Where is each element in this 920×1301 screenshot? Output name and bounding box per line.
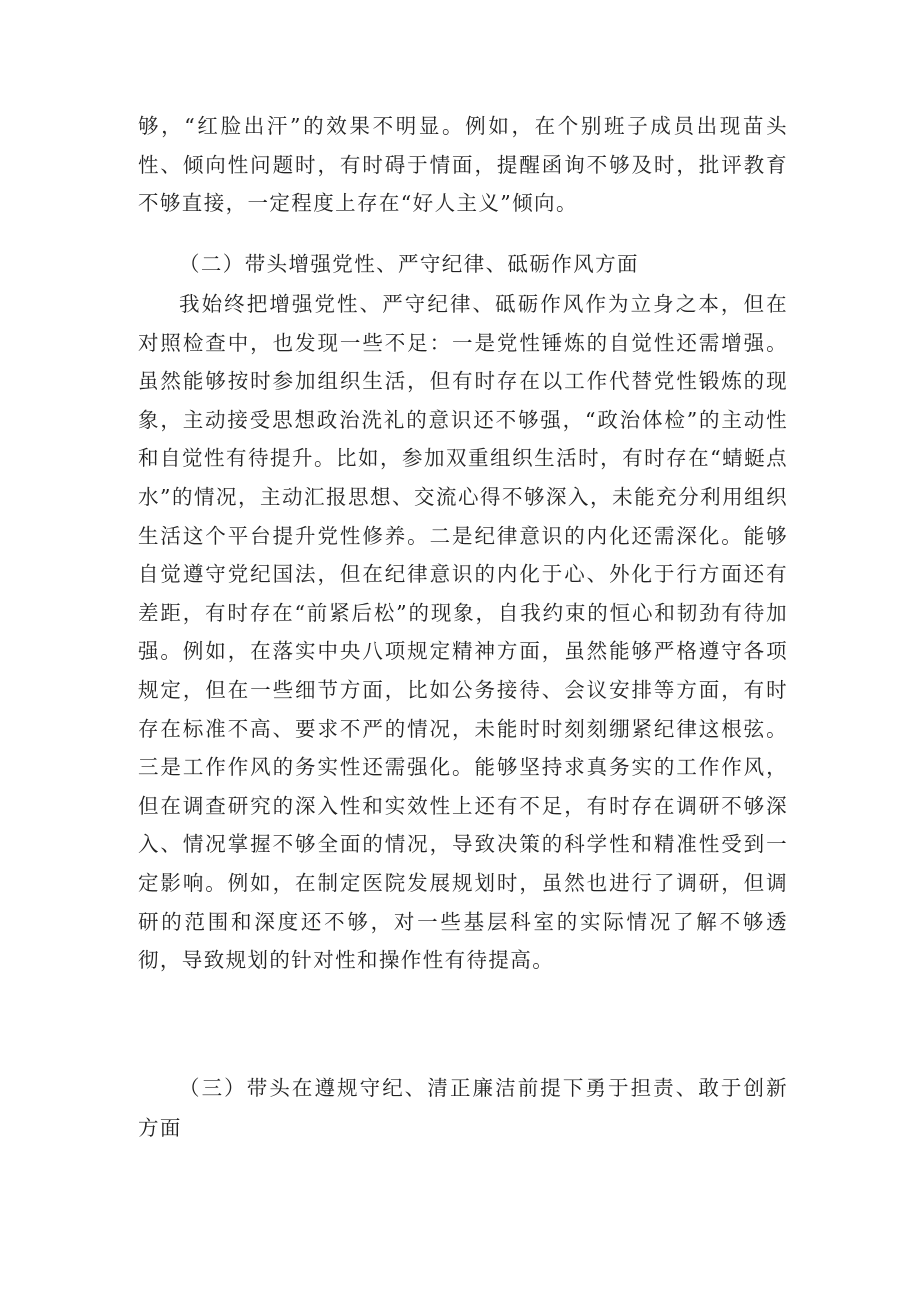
paragraph-continued-text: 够，“红脸出汗”的效果不明显。例如，在个别班子成员出现苗头性、倾向性问题时，有时碍于情面，提醒函询不够及时，批评教育不够直接，一定程度上存在“好人主义”倾向。: [138, 114, 788, 216]
section-heading-3-text: （三）带头在遵规守纪、清正廉洁前提下勇于担责、敢于创新方面: [138, 1076, 788, 1140]
paragraph-continued: [138, 107, 788, 223]
paragraph-2: [138, 285, 788, 980]
section-heading-3: [138, 1068, 788, 1148]
section-heading-2-text: （二）带头增强党性、严守纪律、砥砺作风方面: [179, 252, 639, 276]
paragraph-2-text: 我始终把增强党性、严守纪律、砥砺作风作为立身之本，但在对照检查中，也发现一些不足：一是党性锤炼的自觉性还需增强。虽然能够按时参加组织生活，但有时存在以工作代替党性锻炼的现象，主动接受思想政治洗礼的意识还不够强，“政治体检”的主动性和自觉性有待提升。比如，参加双重组织生活时，有时存在“蜻蜓点水”的情况，主动汇报思想、交流心得不够深入，未能充分利用组织生活这个平台提升党性修养。二是纪律意识的内化还需深化。能够自觉遵守党纪国法，但在纪律意识的内化于心、外化于行方面还有差距，有时存在“前紧后松”的现象，自我约束的恒心和韧劲有待加强。例如，在落实中央八项规定精神方面，虽然能够严格遵守各项规定，但在一些细节方面，比如公务接待、会议安排等方面，有时存在标准不高、要求不严的情况，未能时时刻刻绷紧纪律这根弦。三是工作作风的务实性还需强化。能够坚持求真务实的工作作风，但在调查研究的深入性和实效性上还有不足，有时存在调研不够深入、情况掌握不够全面的情况，导致决策的科学性和精准性受到一定影响。例如，在制定医院发展规划时，虽然也进行了调研，但调研的范围和深度还不够，对一些基层科室的实际情况了解不够透彻，导致规划的针对性和操作性有待提高。: [138, 292, 788, 973]
section-heading-2: [138, 245, 788, 284]
